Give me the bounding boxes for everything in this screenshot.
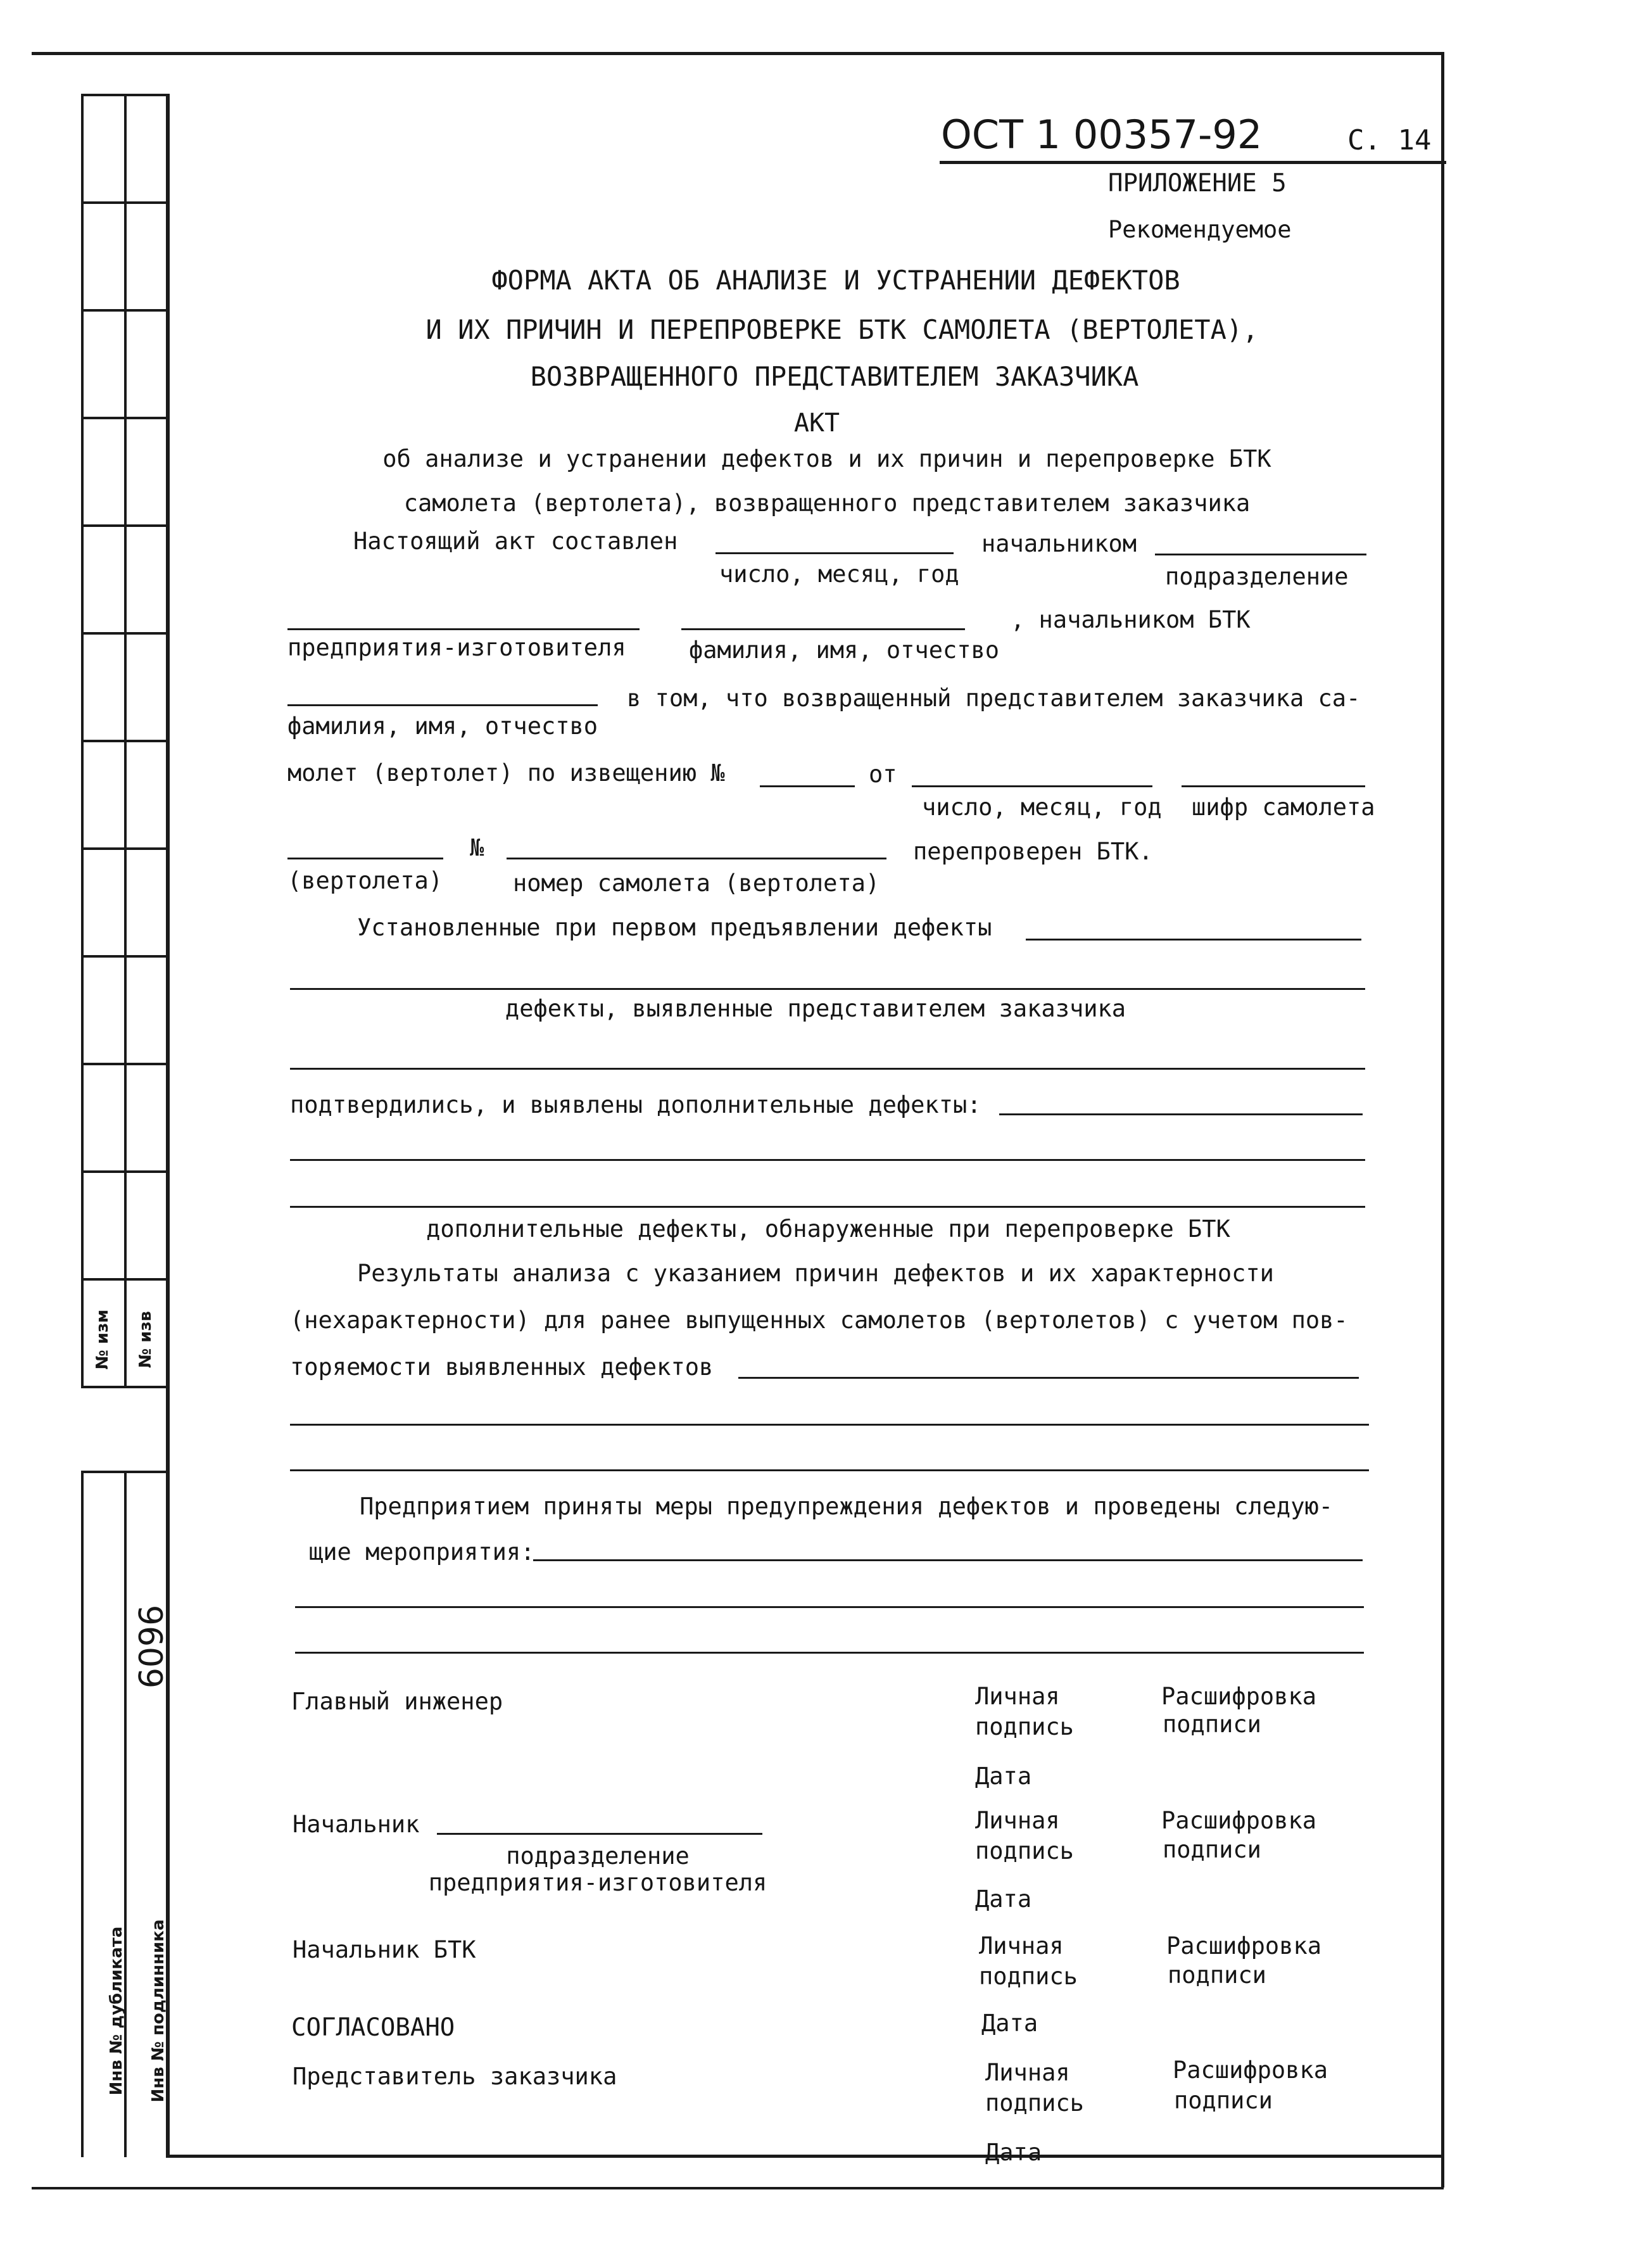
sig-decoding-1: Расшифровка bbox=[1161, 1683, 1317, 1710]
page-number: С. 14 bbox=[1347, 124, 1432, 156]
by-head-label: начальником bbox=[981, 530, 1137, 557]
act-subtitle1: об анализе и устранении дефектов и их причин и перепроверке БТК bbox=[382, 445, 1271, 472]
fio-field-1[interactable] bbox=[681, 628, 965, 630]
measures-field-1[interactable] bbox=[533, 1559, 1363, 1561]
helicopter-hint: (вертолета) bbox=[287, 867, 443, 894]
stamp-row-line bbox=[81, 1278, 167, 1281]
aircraft-code-hint: шифр самолета bbox=[1192, 794, 1375, 821]
analysis-field-3[interactable] bbox=[290, 1469, 1369, 1471]
head-division-field[interactable] bbox=[437, 1833, 762, 1835]
sig-date-3: Дата bbox=[981, 2010, 1038, 2037]
sig-of-signature-1: подписи bbox=[1163, 1711, 1261, 1738]
inv-col-line-1 bbox=[81, 1471, 84, 2157]
sig-signature-2: подпись bbox=[975, 1837, 1074, 1865]
head-btk-label: , начальником БТК bbox=[1011, 606, 1251, 633]
status-label: Рекомендуемое bbox=[1108, 216, 1292, 243]
frame-right bbox=[1441, 52, 1444, 2188]
sig-personal-4: Личная bbox=[985, 2059, 1070, 2086]
aircraft-notice-label: молет (вертолет) по извещению № bbox=[287, 759, 725, 787]
measures-line1: Предприятием приняты меры предупреждения дефектов и проведены следую- bbox=[360, 1493, 1334, 1520]
sig-of-signature-4: подписи bbox=[1174, 2087, 1273, 2114]
stamp-row-line bbox=[81, 524, 167, 527]
head-btk-sig-label: Начальник БТК bbox=[293, 1936, 476, 1963]
stamp-row-line bbox=[81, 201, 167, 204]
measures-field-2[interactable] bbox=[295, 1606, 1364, 1608]
additional-defects-hint: дополнительные дефекты, обнаруженные при перепроверке БТК bbox=[426, 1215, 1230, 1243]
fio-hint-1: фамилия, имя, отчество bbox=[689, 637, 1000, 664]
confirmed-label: подтвердились, и выявлены дополнительные дефекты: bbox=[290, 1091, 981, 1118]
page-bottom-rule bbox=[32, 2187, 1444, 2189]
sig-decoding-4: Расшифровка bbox=[1173, 2056, 1328, 2084]
sig-signature-4: подпись bbox=[985, 2089, 1084, 2117]
measures-line2: щие мероприятия: bbox=[309, 1538, 535, 1566]
from-label: от bbox=[869, 761, 897, 788]
chief-engineer-label: Главный инженер bbox=[291, 1688, 503, 1715]
analysis-field-2[interactable] bbox=[290, 1424, 1369, 1426]
stamp-row-line bbox=[81, 309, 167, 312]
stamp-bottom-line bbox=[81, 1386, 167, 1388]
form-title-line1: ФОРМА АКТА ОБ АНАЛИЗЕ И УСТРАНЕНИИ ДЕФЕКТОВ bbox=[491, 265, 1180, 296]
date-field-1[interactable] bbox=[716, 552, 954, 554]
inventory-number: 6096 bbox=[133, 1604, 171, 1689]
sig-of-signature-2: подписи bbox=[1163, 1836, 1261, 1863]
change-number-label: № изм bbox=[93, 1309, 112, 1370]
notice-number-field[interactable] bbox=[760, 785, 855, 787]
stamp-row-line bbox=[81, 955, 167, 958]
sig-personal-2: Личная bbox=[975, 1807, 1060, 1834]
stamp-row-line bbox=[81, 1170, 167, 1173]
notice-number-label: № изв bbox=[136, 1310, 155, 1369]
division-field-1[interactable] bbox=[1155, 554, 1366, 555]
sig-date-2: Дата bbox=[975, 1885, 1032, 1913]
aircraft-number-field[interactable] bbox=[507, 858, 886, 859]
stamp-row-line bbox=[81, 632, 167, 635]
additional-field-1[interactable] bbox=[999, 1113, 1363, 1115]
date-field-2[interactable] bbox=[912, 785, 1152, 787]
frame-left bbox=[166, 94, 170, 2156]
duplicate-inventory-label: Инв № дубликата bbox=[107, 1926, 126, 2096]
returned-text: в том, что возвращенный представителем заказчика са- bbox=[627, 685, 1361, 712]
enterprise-field-1[interactable] bbox=[287, 628, 640, 630]
approved-label: СОГЛАСОВАНО bbox=[291, 2013, 455, 2042]
fio-field-2[interactable] bbox=[287, 704, 598, 706]
defects-first-label: Установленные при первом предъявлении дефекты bbox=[357, 914, 992, 941]
standard-code: ОСТ 1 00357-92 bbox=[941, 111, 1263, 158]
additional-field-2[interactable] bbox=[290, 1159, 1365, 1161]
defects-customer-hint: дефекты, выявленные представителем заказчика bbox=[505, 995, 1126, 1022]
analysis-line1: Результаты анализа с указанием причин дефектов и их характерности bbox=[357, 1260, 1274, 1287]
fio-hint-2: фамилия, имя, отчество bbox=[287, 713, 598, 740]
defects-field-2[interactable] bbox=[290, 988, 1365, 990]
inv-top-line bbox=[81, 1471, 167, 1473]
act-title: АКТ bbox=[793, 409, 840, 438]
stamp-row-line bbox=[81, 1063, 167, 1065]
stamp-top-line bbox=[81, 94, 167, 96]
analysis-line3: торяемости выявленных дефектов bbox=[290, 1353, 714, 1381]
sig-date-4: Дата bbox=[985, 2139, 1042, 2166]
head-label: Начальник bbox=[293, 1811, 420, 1838]
date-hint-1: число, месяц, год bbox=[719, 561, 959, 588]
stamp-row-line bbox=[81, 847, 167, 850]
sig-personal-3: Личная bbox=[979, 1932, 1064, 1960]
head-division-hint: подразделение bbox=[506, 1842, 690, 1870]
date-hint-2: число, месяц, год bbox=[922, 794, 1162, 821]
analysis-field-1[interactable] bbox=[738, 1377, 1359, 1379]
defects-field-3[interactable] bbox=[290, 1068, 1365, 1070]
measures-field-3[interactable] bbox=[295, 1652, 1364, 1654]
aircraft-number-hint: номер самолета (вертолета) bbox=[513, 870, 880, 897]
form-title-line3: ВОЗВРАЩЕННОГО ПРЕДСТАВИТЕЛЕМ ЗАКАЗЧИКА bbox=[530, 361, 1139, 392]
stamp-row-line bbox=[81, 417, 167, 419]
original-inventory-label: Инв № подлинника bbox=[149, 1919, 168, 2103]
defects-field-1[interactable] bbox=[1026, 939, 1361, 941]
stamp-row-line bbox=[81, 740, 167, 742]
form-title-line2: И ИХ ПРИЧИН И ПЕРЕПРОВЕРКЕ БТК САМОЛЕТА (ВЕРТОЛЕТА), bbox=[426, 314, 1259, 345]
header-underline bbox=[940, 161, 1446, 164]
customer-rep-label: Представитель заказчика bbox=[293, 2063, 617, 2090]
head-enterprise-hint: предприятия-изготовителя bbox=[428, 1869, 767, 1896]
sig-date-1: Дата bbox=[975, 1763, 1032, 1790]
sig-personal-1: Личная bbox=[975, 1683, 1060, 1710]
sig-signature-1: подпись bbox=[975, 1713, 1074, 1740]
additional-field-3[interactable] bbox=[290, 1206, 1365, 1208]
division-hint-1: подразделение bbox=[1165, 563, 1349, 590]
top-rule bbox=[32, 52, 1442, 55]
sig-decoding-2: Расшифровка bbox=[1161, 1807, 1317, 1834]
sig-of-signature-3: подписи bbox=[1168, 1961, 1266, 1989]
enterprise-hint-1: предприятия-изготовителя bbox=[287, 634, 626, 661]
rechecked-label: перепроверен БТК. bbox=[913, 838, 1153, 865]
analysis-line2: (нехарактерности) для ранее выпущенных самолетов (вертолетов) с учетом пов- bbox=[290, 1307, 1348, 1334]
sig-decoding-3: Расшифровка bbox=[1166, 1932, 1322, 1960]
appendix-label: ПРИЛОЖЕНИЕ 5 bbox=[1108, 169, 1287, 198]
aircraft-code-field[interactable] bbox=[1182, 785, 1365, 787]
number-sign: № bbox=[470, 834, 484, 861]
frame-bottom bbox=[166, 2155, 1444, 2158]
helicopter-code-field[interactable] bbox=[287, 858, 443, 859]
composed-label: Настоящий акт составлен bbox=[353, 528, 678, 555]
act-subtitle2: самолета (вертолета), возвращенного представителем заказчика bbox=[403, 490, 1251, 517]
sig-signature-3: подпись bbox=[979, 1963, 1078, 1990]
